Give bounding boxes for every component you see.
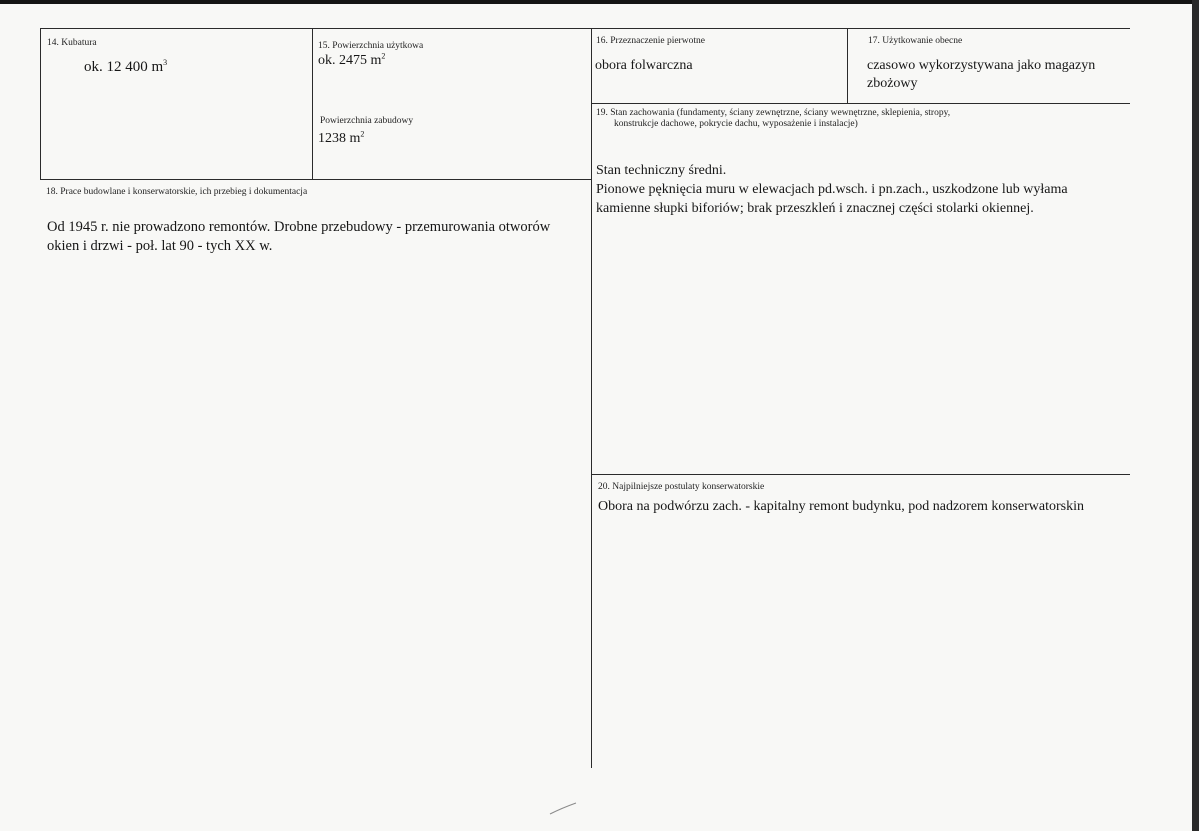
field-20-value: Obora na podwórzu zach. - kapitalny remont budynku, pod nadzorem konserwatorskin bbox=[598, 499, 1084, 514]
field-14-unit: m bbox=[151, 59, 164, 75]
rule-15-16 bbox=[591, 28, 592, 768]
field-17-value-line-2: zbożowy bbox=[867, 76, 918, 91]
field-15-sub-value bbox=[318, 130, 364, 147]
rule-top bbox=[40, 28, 1130, 29]
rule-20-top bbox=[592, 474, 1130, 475]
field-16-label: 16. Przeznaczenie pierwotne bbox=[596, 36, 705, 46]
rule-top-right-bottom bbox=[591, 103, 1130, 104]
field-15-sub-unit: m bbox=[349, 131, 361, 146]
scan-top-edge bbox=[0, 0, 1199, 4]
field-15-number: ok. 2475 bbox=[318, 53, 367, 68]
field-17-value-line-1: czasowo wykorzystywana jako magazyn bbox=[867, 58, 1096, 73]
field-19-value-line-2: Pionowe pęknięcia muru w elewacjach pd.wsch. i pn.zach., uszkodzone lub wyłama bbox=[596, 182, 1068, 197]
field-18-label: 18. Prace budowlane i konserwatorskie, ich przebieg i dokumentacja bbox=[46, 187, 308, 197]
field-19-value-line-1: Stan techniczny średni. bbox=[596, 163, 727, 178]
field-16-value: obora folwarczna bbox=[595, 58, 693, 73]
rule-row2 bbox=[40, 179, 591, 180]
field-15-unit-exp: 2 bbox=[381, 51, 386, 61]
field-14-label: 14. Kubatura bbox=[47, 38, 97, 48]
field-14-number: ok. 12 400 bbox=[84, 59, 148, 75]
rule-left bbox=[40, 28, 41, 180]
field-19-value-line-3: kamienne słupki biforiów; brak przeszkleń i znacznej części stolarki okiennej. bbox=[596, 201, 1034, 216]
field-17-label: 17. Użytkowanie obecne bbox=[868, 36, 963, 46]
scan-right-edge bbox=[1192, 0, 1199, 831]
field-15-sub-number: 1238 bbox=[318, 131, 346, 146]
field-14-value bbox=[84, 59, 167, 76]
field-15-sub-unit-exp: 2 bbox=[360, 129, 365, 139]
field-20-label: 20. Najpilniejsze postulaty konserwatorskie bbox=[598, 482, 765, 492]
field-15-unit: m bbox=[370, 53, 382, 68]
scan-mark bbox=[548, 800, 578, 816]
field-15-label: 15. Powierzchnia użytkowa bbox=[318, 41, 424, 51]
field-15-value bbox=[318, 52, 385, 69]
field-18-value-line-2: okien i drzwi - poł. lat 90 - tych XX w. bbox=[47, 238, 273, 254]
rule-14-15 bbox=[312, 28, 313, 180]
rule-16-17 bbox=[847, 28, 848, 104]
field-18-value-line-1: Od 1945 r. nie prowadzono remontów. Drobne przebudowy - przemurowania otworów bbox=[47, 219, 551, 235]
field-19-label-line-2: konstrukcje dachowe, pokrycie dachu, wyposażenie i instalacje) bbox=[614, 119, 858, 129]
field-14-unit-exp: 3 bbox=[163, 58, 168, 67]
field-15-sub-label: Powierzchnia zabudowy bbox=[320, 116, 414, 126]
field-19-label-line-1: 19. Stan zachowania (fundamenty, ściany zewnętrzne, ściany wewnętrzne, sklepienia, stropy, bbox=[596, 108, 951, 118]
